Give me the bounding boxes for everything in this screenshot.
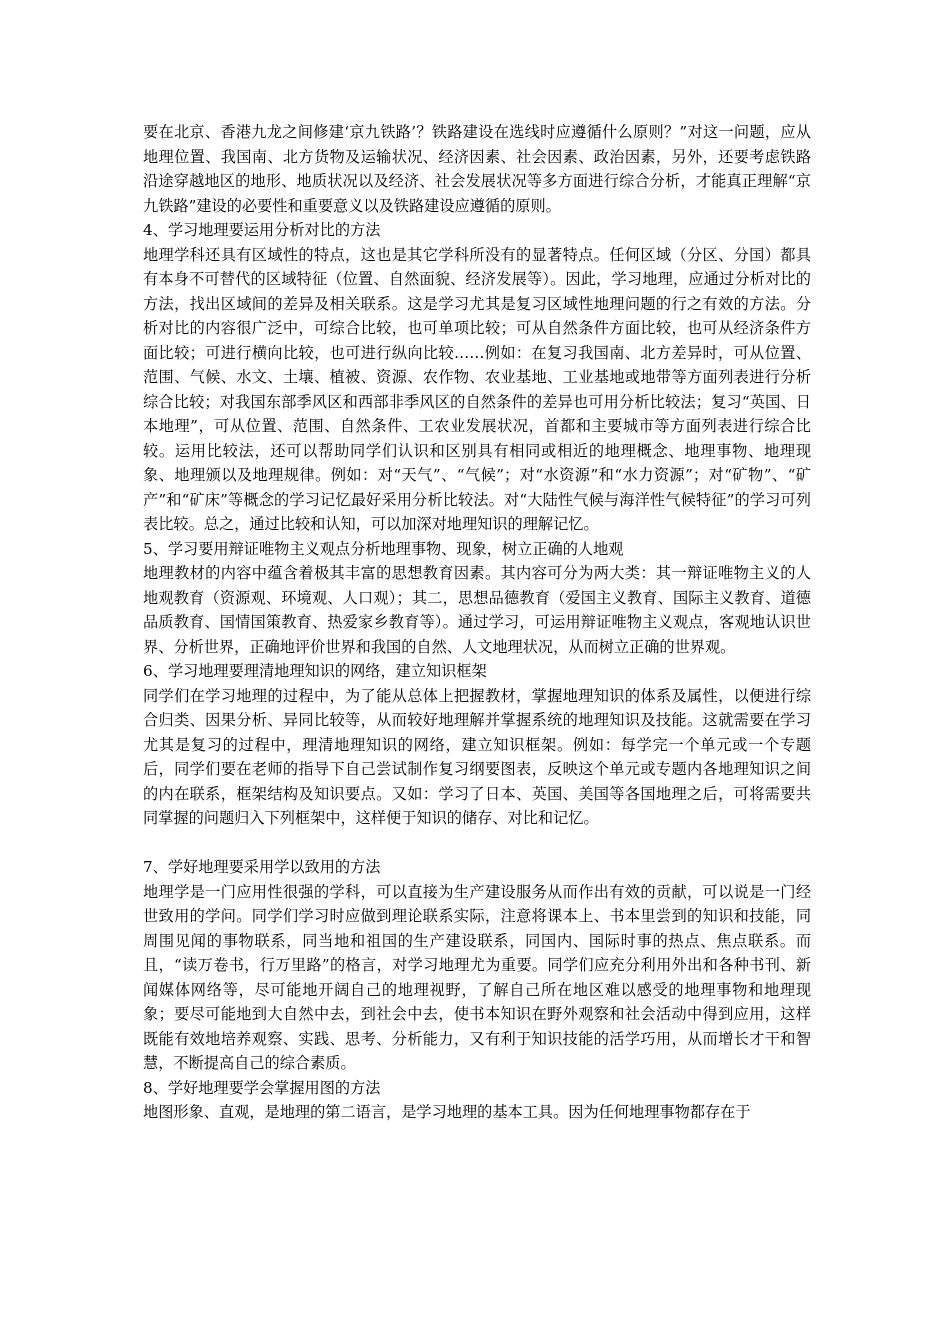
paragraph-section-8: 地图形象、直观，是地理的第二语言，是学习地理的基本工具。因为任何地理事物都存在于: [143, 1103, 751, 1121]
section-heading-6: 6、学习地理要理清地理知识的网络，建立知识框架: [143, 662, 487, 680]
section-heading-8: 8、学好地理要学会掌握用图的方法: [143, 1078, 381, 1097]
section-heading-5: 5、学习要用辩证唯物主义观点分析地理事物、现象，树立正确的人地观: [143, 539, 624, 558]
paragraph-intro: 要在北京、香港九龙之间修建‘京九铁路’？铁路建设在选线时应遵循什么原则？”对这一问题，应从地理位置、我国南、北方货物及运输状况、经济因素、社会因素、政治因素，另外，还要考虑铁路沿途穿越地区的地形、地质状况以及经济、社会发展状况等多方面进行综合分析，才能真正理解“京九铁路”建设的必要性和重要意义以及铁路建设应遵循的原则。: [143, 123, 811, 215]
paragraph-section-7: 地理学是一门应用性很强的学科，可以直接为生产建设服务从而作出有效的贡献，可以说是一门经世致用的学问。同学们学习时应做到理论联系实际，注意将课本上、书本里尝到的知识和技能，同周围见闻的事物联系，同当地和祖国的生产建设联系，同国内、国际时事的热点、焦点联系。而且，“读万卷书，行万里路”的格言，对学习地理尤为重要。同学们应充分利用外出和各种书刊、新闻媒体网络等，尽可能地开阔自己的地理视野，了解自己所在地区难以感受的地理事物和地理现象；要尽可能地到大自然中去，到社会中去，使书本知识在野外观察和社会活动中得到应用，这样既能有效地培养观察、实践、思考、分析能力，又有利于知识技能的活学巧用，从而增长才干和智慧，不断提高自己的综合素质。: [143, 882, 811, 1072]
section-heading-4: 4、学习地理要运用分析对比的方法: [143, 221, 381, 239]
blank-line: [143, 831, 811, 856]
paragraph-section-6: 同学们在学习地理的过程中，为了能从总体上把握教材，掌握地理知识的体系及属性，以便进行综合归类、因果分析、异同比较等，从而较好地理解并掌握系统的地理知识及技能。这就需要在学习尤其是复习的过程中，理清地理知识的网络，建立知识框架。例如：每学完一个单元或一个专题后，同学们要在老师的指导下自己尝试制作复习纲要图表，反映这个单元或专题内各地理知识之间的内在联系，框架结构及知识要点。又如：学习了日本、英国、美国等各国地理之后，可将需要共同掌握的问题归入下列框架中，这样便于知识的储存、对比和记忆。: [143, 686, 811, 827]
paragraph-section-5: 地理教材的内容中蕴含着极其丰富的思想教育因素。其内容可分为两大类：其一辩证唯物主义的人地观教育（资源观、环境观、人口观）；其二，思想品德教育（爱国主义教育、国际主义教育、道德品质教育、国情国策教育、热爱家乡教育等）。通过学习，可运用辩证唯物主义观点，客观地认识世界、分析世界，正确地评价世界和我国的自然、人文地理状况，从而树立正确的世界观。: [143, 564, 811, 656]
document-page: [143, 120, 811, 1125]
paragraph-section-4: 地理学科还具有区域性的特点，这也是其它学科所没有的显著特点。任何区域（分区、分国）都具有本身不可替代的区域特征（位置、自然面貌、经济发展等）。因此，学习地理，应通过分析对比的方法，找出区域间的差异及相关联系。这是学习尤其是复习区域性地理问题的行之有效的方法。分析对比的内容很广泛中，可综合比较，也可单项比较；可从自然条件方面比较，也可从经济条件方面比较；可进行横向比较，也可进行纵向比较……例如：在复习我国南、北方差异时，可从位置、范围、气候、水文、土壤、植被、资源、农作物、农业基地、工业基地或地带等方面列表进行分析综合比较；对我国东部季风区和西部非季风区的自然条件的差异也可用分析比较法；复习“英国、日本地理”，可从位置、范围、自然条件、工农业发展状况，首都和主要城市等方面列表进行综合比较。运用比较法，还可以帮助同学们认识和区别具有相同或相近的地理概念、地理事物、地理现象、地理颁以及地理规律。例如：对“天气”、“气候”；对“水资源”和“水力资源”；对“矿物”、“矿产”和“矿床”等概念的学习记忆最好采用分析比较法。对“大陆性气候与海洋性气候特征”的学习可列表比较。总之，通过比较和认知，可以加深对地理知识的理解记忆。: [143, 245, 811, 533]
section-heading-7: 7、学好地理要采用学以致用的方法: [143, 858, 381, 876]
